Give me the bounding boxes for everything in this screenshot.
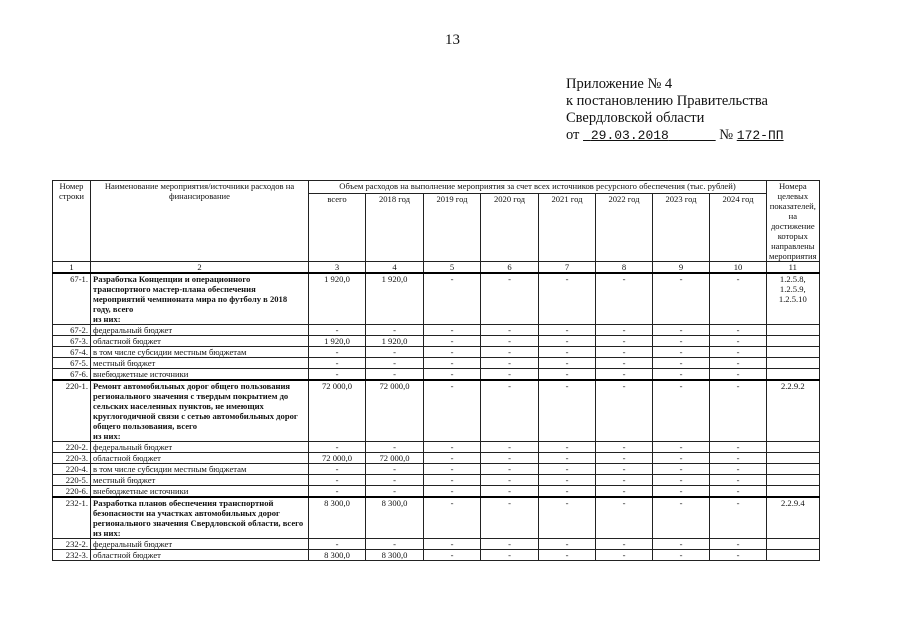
amount-cell: - [710, 486, 767, 498]
column-number: 9 [653, 262, 710, 274]
header-year: 2024 год [710, 194, 767, 262]
amount-cell: - [424, 358, 481, 369]
amount-cell: - [539, 475, 596, 486]
amount-cell: - [539, 358, 596, 369]
amount-cell: - [366, 486, 424, 498]
amount-cell: - [309, 539, 366, 550]
targets-cell [767, 464, 820, 475]
row-name-text: Разработка Концепции и операционного транспортного мастер-плана обеспечения мероприятий чемпионата мира по футболу в 2018 году, всего [93, 274, 288, 314]
amount-cell: - [366, 442, 424, 453]
amount-cell: - [539, 464, 596, 475]
amount-cell: - [710, 358, 767, 369]
row-number: 232-2. [53, 539, 91, 550]
amount-cell: - [481, 380, 539, 442]
amount-cell: 72 000,0 [366, 380, 424, 442]
row-number: 67-1. [53, 273, 91, 325]
amount-cell: - [710, 273, 767, 325]
decree-number: 172-ПП [736, 128, 784, 143]
amount-cell: - [710, 453, 767, 464]
amount-cell: - [596, 453, 653, 464]
targets-cell [767, 453, 820, 464]
amount-cell: - [653, 539, 710, 550]
column-number: 3 [309, 262, 366, 274]
row-name [91, 380, 309, 442]
appendix-region: Свердловской области [566, 110, 705, 126]
amount-cell: 72 000,0 [309, 380, 366, 442]
amount-cell: - [596, 273, 653, 325]
table-row [53, 347, 820, 358]
amount-cell: - [653, 369, 710, 381]
targets-cell: 1.2.5.8, 1.2.5.9, 1.2.5.10 [767, 273, 820, 325]
row-name-text: областной бюджет [93, 453, 161, 463]
amount-cell: 8 300,0 [309, 497, 366, 539]
column-number: 4 [366, 262, 424, 274]
amount-cell: - [653, 336, 710, 347]
amount-cell: - [710, 369, 767, 381]
amount-cell: - [653, 453, 710, 464]
header-year: 2020 год [481, 194, 539, 262]
amount-cell: 72 000,0 [309, 453, 366, 464]
row-name [91, 442, 309, 453]
amount-cell: - [710, 539, 767, 550]
targets-cell [767, 442, 820, 453]
amount-cell: - [539, 453, 596, 464]
targets-cell [767, 550, 820, 561]
amount-cell: - [424, 475, 481, 486]
row-number: 67-2. [53, 325, 91, 336]
amount-cell: - [424, 539, 481, 550]
amount-cell: - [710, 475, 767, 486]
amount-cell: - [596, 539, 653, 550]
amount-cell: 1 920,0 [309, 336, 366, 347]
column-number: 11 [767, 262, 820, 274]
header-year: 2018 год [366, 194, 424, 262]
row-number: 67-4. [53, 347, 91, 358]
amount-cell: - [710, 347, 767, 358]
targets-cell [767, 347, 820, 358]
targets-cell [767, 325, 820, 336]
amount-cell: - [424, 380, 481, 442]
row-name [91, 497, 309, 539]
table-row [53, 442, 820, 453]
row-number: 220-1. [53, 380, 91, 442]
amount-cell: - [481, 347, 539, 358]
row-name-text: Ремонт автомобильных дорог общего пользования регионального значения с твердым покрытием до сельских населенных пунктов, не имеющих круглогодичной связи с сетью автомобильных дорог общего пользования, всего [93, 381, 298, 431]
amount-cell: - [596, 550, 653, 561]
amount-cell: - [539, 273, 596, 325]
row-name-text: в том числе субсидии местным бюджетам [93, 347, 247, 357]
amount-cell: - [481, 453, 539, 464]
from-label: от [566, 127, 580, 143]
row-name-text: федеральный бюджет [93, 325, 173, 335]
header-year: 2023 год [653, 194, 710, 262]
header-targets: Номера целевых показателей, на достижение которых направлены мероприятия [767, 181, 820, 262]
amount-cell: - [539, 347, 596, 358]
amount-cell: - [653, 358, 710, 369]
amount-cell: - [481, 486, 539, 498]
targets-cell [767, 336, 820, 347]
amount-cell: - [481, 475, 539, 486]
targets-cell [767, 475, 820, 486]
amount-cell: - [539, 336, 596, 347]
amount-cell: - [596, 336, 653, 347]
amount-cell: - [653, 475, 710, 486]
row-number: 220-2. [53, 442, 91, 453]
row-number: 67-3. [53, 336, 91, 347]
row-name-text: местный бюджет [93, 358, 156, 368]
amount-cell: - [366, 358, 424, 369]
amount-cell: - [424, 369, 481, 381]
row-name-text: федеральный бюджет [93, 539, 173, 549]
column-number: 6 [481, 262, 539, 274]
amount-cell: - [596, 464, 653, 475]
table-row [53, 380, 820, 442]
amount-cell: - [710, 497, 767, 539]
number-label: № [719, 127, 734, 143]
amount-cell: 1 920,0 [366, 336, 424, 347]
row-name [91, 369, 309, 381]
header-year: 2022 год [596, 194, 653, 262]
amount-cell: - [653, 380, 710, 442]
amount-cell: - [539, 369, 596, 381]
amount-cell: - [481, 325, 539, 336]
amount-cell: - [596, 475, 653, 486]
targets-cell: 2.2.9.2 [767, 380, 820, 442]
amount-cell: 8 300,0 [366, 497, 424, 539]
amount-cell: - [596, 497, 653, 539]
row-number: 232-1. [53, 497, 91, 539]
appendix-header [566, 76, 784, 144]
expenses-table [52, 180, 820, 561]
amount-cell: 1 920,0 [366, 273, 424, 325]
column-number: 7 [539, 262, 596, 274]
amount-cell: - [596, 380, 653, 442]
header-total: всего [309, 194, 366, 262]
table-row [53, 453, 820, 464]
table-row [53, 497, 820, 539]
amount-cell: - [481, 369, 539, 381]
amount-cell: - [653, 497, 710, 539]
row-name-text: федеральный бюджет [93, 442, 173, 452]
header-row-no: Номер строки [53, 181, 91, 262]
row-name [91, 273, 309, 325]
amount-cell: - [710, 336, 767, 347]
table-row [53, 273, 820, 325]
column-numbers-row [53, 262, 820, 274]
amount-cell: - [710, 550, 767, 561]
table-row [53, 464, 820, 475]
amount-cell: - [309, 475, 366, 486]
row-name-text: внебюджетные источники [93, 486, 189, 496]
amount-cell: - [309, 486, 366, 498]
appendix-title: Приложение № 4 [566, 76, 673, 92]
row-name [91, 550, 309, 561]
decree-date: 29.03.2018 [590, 128, 669, 143]
appendix-decree: к постановлению Правительства [566, 93, 768, 109]
amount-cell: - [653, 325, 710, 336]
amount-cell: - [366, 369, 424, 381]
row-subheading: из них: [93, 528, 121, 538]
amount-cell: - [424, 273, 481, 325]
amount-cell: - [539, 550, 596, 561]
amount-cell: - [596, 486, 653, 498]
amount-cell: - [596, 325, 653, 336]
amount-cell: 72 000,0 [366, 453, 424, 464]
row-name-text: в том числе субсидии местным бюджетам [93, 464, 247, 474]
table-row [53, 358, 820, 369]
table-row [53, 550, 820, 561]
row-name-text: областной бюджет [93, 336, 161, 346]
targets-cell: 2.2.9.4 [767, 497, 820, 539]
amount-cell: - [366, 475, 424, 486]
row-name-text: Разработка планов обеспечения транспортной безопасности на участках автомобильных дорог регионального значения Свердловской области, всего [93, 498, 304, 528]
row-name-text: внебюджетные источники [93, 369, 189, 379]
table-row [53, 475, 820, 486]
row-name [91, 486, 309, 498]
amount-cell: - [424, 550, 481, 561]
amount-cell: - [424, 497, 481, 539]
column-number: 5 [424, 262, 481, 274]
amount-cell: - [710, 464, 767, 475]
row-name-text: местный бюджет [93, 475, 156, 485]
amount-cell: - [710, 325, 767, 336]
amount-cell: - [424, 464, 481, 475]
row-number: 220-4. [53, 464, 91, 475]
amount-cell: - [481, 464, 539, 475]
amount-cell: - [309, 369, 366, 381]
column-number: 10 [710, 262, 767, 274]
amount-cell: - [653, 464, 710, 475]
row-subheading: из них: [93, 431, 121, 441]
amount-cell: - [424, 347, 481, 358]
amount-cell: - [309, 347, 366, 358]
amount-cell: - [481, 550, 539, 561]
amount-cell: - [539, 380, 596, 442]
amount-cell: - [710, 380, 767, 442]
row-number: 232-3. [53, 550, 91, 561]
amount-cell: - [366, 347, 424, 358]
targets-cell [767, 369, 820, 381]
row-name [91, 475, 309, 486]
amount-cell: - [481, 497, 539, 539]
amount-cell: - [710, 442, 767, 453]
targets-cell [767, 539, 820, 550]
column-number: 1 [53, 262, 91, 274]
amount-cell: - [481, 358, 539, 369]
row-name [91, 336, 309, 347]
table-row [53, 336, 820, 347]
row-subheading: из них: [93, 314, 121, 324]
row-name [91, 464, 309, 475]
amount-cell: - [424, 486, 481, 498]
amount-cell: 8 300,0 [309, 550, 366, 561]
amount-cell: - [366, 325, 424, 336]
amount-cell: - [309, 325, 366, 336]
row-number: 220-6. [53, 486, 91, 498]
amount-cell: - [596, 358, 653, 369]
targets-cell [767, 358, 820, 369]
table-row [53, 369, 820, 381]
table-row [53, 486, 820, 498]
amount-cell: - [653, 273, 710, 325]
amount-cell: - [481, 539, 539, 550]
amount-cell: - [366, 539, 424, 550]
amount-cell: - [424, 325, 481, 336]
amount-cell: - [539, 442, 596, 453]
header-year: 2019 год [424, 194, 481, 262]
amount-cell: - [481, 273, 539, 325]
amount-cell: - [539, 486, 596, 498]
header-year: 2021 год [539, 194, 596, 262]
amount-cell: - [596, 369, 653, 381]
amount-cell: - [309, 464, 366, 475]
row-number: 220-5. [53, 475, 91, 486]
amount-cell: - [539, 539, 596, 550]
row-name [91, 325, 309, 336]
amount-cell: - [309, 442, 366, 453]
amount-cell: - [309, 358, 366, 369]
row-number: 67-6. [53, 369, 91, 381]
row-number: 67-5. [53, 358, 91, 369]
row-name-text: областной бюджет [93, 550, 161, 560]
amount-cell: 8 300,0 [366, 550, 424, 561]
header-volume: Объем расходов на выполнение мероприятия за счет всех источников ресурсного обеспечения (тыс. рублей) [309, 181, 767, 194]
amount-cell: - [653, 486, 710, 498]
amount-cell: - [653, 442, 710, 453]
amount-cell: - [424, 453, 481, 464]
column-number: 2 [91, 262, 309, 274]
page-number: 13 [445, 32, 460, 48]
amount-cell: - [481, 442, 539, 453]
header-name: Наименование мероприятия/источники расходов на финансирование [91, 181, 309, 262]
row-number: 220-3. [53, 453, 91, 464]
amount-cell: - [653, 347, 710, 358]
amount-cell: - [539, 497, 596, 539]
appendix-date-line [566, 127, 784, 144]
row-name [91, 453, 309, 464]
row-name [91, 539, 309, 550]
amount-cell: - [653, 550, 710, 561]
amount-cell: - [424, 336, 481, 347]
amount-cell: - [539, 325, 596, 336]
column-number: 8 [596, 262, 653, 274]
amount-cell: - [596, 442, 653, 453]
table-row [53, 539, 820, 550]
amount-cell: 1 920,0 [309, 273, 366, 325]
amount-cell: - [596, 347, 653, 358]
row-name [91, 358, 309, 369]
amount-cell: - [366, 464, 424, 475]
row-name [91, 347, 309, 358]
amount-cell: - [481, 336, 539, 347]
targets-cell [767, 486, 820, 498]
table-row [53, 325, 820, 336]
amount-cell: - [424, 442, 481, 453]
